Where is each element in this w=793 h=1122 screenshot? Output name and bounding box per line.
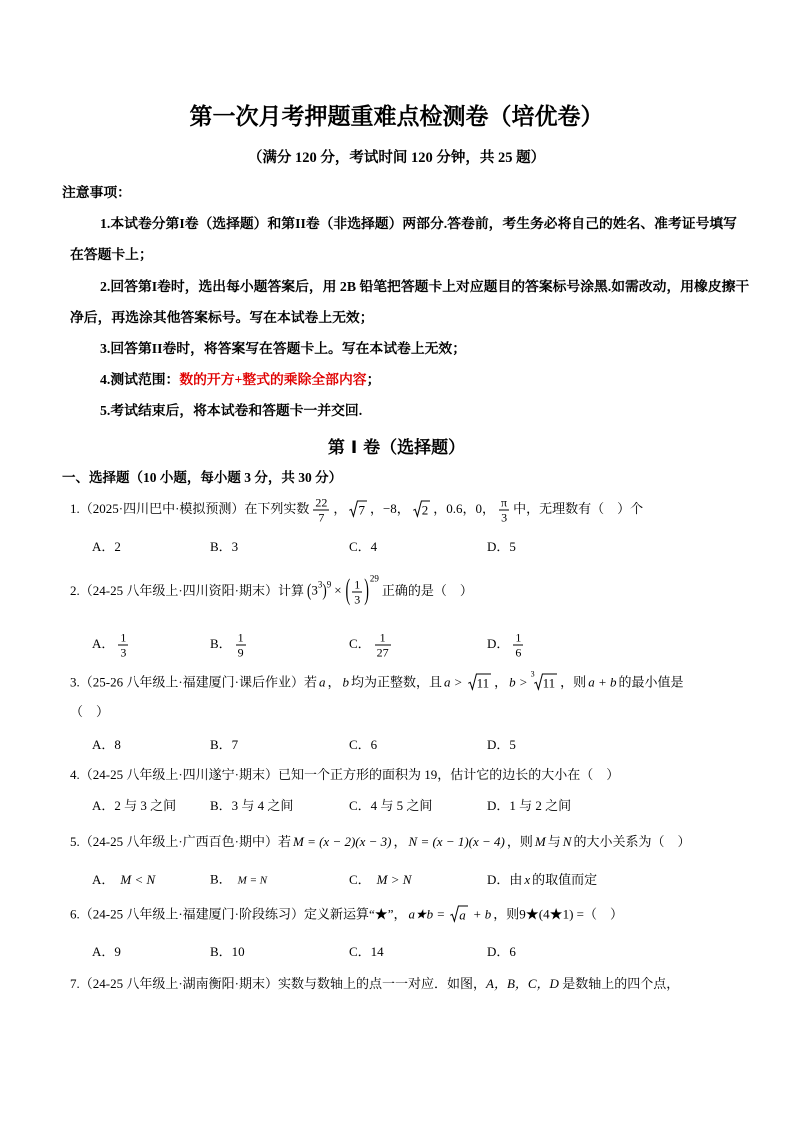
option-math: x xyxy=(524,872,531,887)
option-d xyxy=(487,870,597,890)
question-5-lead: 5.（24-25 八年级上·广西百色·期中）若 xyxy=(70,834,291,849)
page-subtitle: （满分 120 分，考试时间 120 分钟，共 25 题） xyxy=(247,150,546,166)
fraction xyxy=(313,496,329,525)
question-2-lead: 2.（24-25 八年级上·四川资阳·期末）计算 xyxy=(70,582,304,598)
fraction-numerator: 1 xyxy=(120,630,127,645)
option-d xyxy=(487,631,527,660)
question-3-stem xyxy=(70,669,684,693)
question-6-lead: 6.（24-25 八年级上·福建厦门·阶段练习）定义新运算“★”， xyxy=(70,906,407,922)
question-6-stem xyxy=(70,904,623,925)
option-b: B．3 与 4 之间 xyxy=(210,798,294,813)
square-root xyxy=(450,906,468,926)
close-paren: ) xyxy=(322,580,327,601)
separator: ， xyxy=(393,834,407,849)
fraction xyxy=(236,631,246,660)
variable-b: b xyxy=(342,674,350,690)
separator: ， xyxy=(327,674,341,690)
note-3: 3.回答第II卷时，将答案写在答题卡上。写在本试卷上无效； xyxy=(100,341,467,356)
m-definition: M = (x − 2)(x − 3) xyxy=(293,834,392,849)
definition-lhs: a★b = xyxy=(408,906,446,922)
option-d: D．6 xyxy=(487,944,516,959)
fraction xyxy=(352,578,362,607)
option-math: M > N xyxy=(376,872,412,887)
fraction xyxy=(375,631,391,660)
section-title: 第 I 卷（选择题） xyxy=(327,438,466,458)
question-6-text: ，则 xyxy=(493,906,520,922)
variable-n: N xyxy=(562,834,572,849)
option-d: D．5 xyxy=(487,737,516,752)
fraction-denominator: 27 xyxy=(376,645,389,660)
fraction-denominator: 3 xyxy=(501,510,508,525)
inequality-lhs: b > xyxy=(509,674,528,690)
note-1-line-2: 在答题卡上； xyxy=(70,247,153,262)
evaluation-expression: 9★(4★1) = xyxy=(519,906,585,922)
option-b xyxy=(210,870,269,891)
question-2-tail: 正确的是（ ） xyxy=(381,582,473,598)
question-6-tail: （ ） xyxy=(584,906,624,922)
option-label: A． xyxy=(92,635,115,651)
separator: ， xyxy=(333,500,347,516)
question-5-text: 与 xyxy=(547,834,561,849)
fraction-numerator: 1 xyxy=(237,630,244,645)
power-expression xyxy=(307,573,379,607)
sum-expression: a + b xyxy=(588,674,617,690)
separator: ，−8， xyxy=(369,500,410,516)
option-a xyxy=(92,631,132,660)
square-root xyxy=(468,674,492,694)
question-3-answer-blank: （ ） xyxy=(70,704,110,719)
question-7-stem xyxy=(70,974,679,994)
option-label: C． xyxy=(349,635,371,651)
cube-root xyxy=(530,669,558,694)
radicand: 11 xyxy=(476,675,490,691)
square-root xyxy=(413,500,431,520)
fraction xyxy=(499,496,509,525)
option-a: A．2 与 3 之间 xyxy=(92,798,177,813)
option-c: C．4 xyxy=(349,539,378,554)
option-b: B．10 xyxy=(210,944,245,959)
option-label: D．由 xyxy=(487,872,523,887)
question-5-stem xyxy=(70,832,690,852)
radicand: 2 xyxy=(421,502,429,517)
note-2-line-1: 2.回答第I卷时，选出每小题答案后，用 2B 铅笔把答题卡上对应题目的答案标号涂黑.如需改动，用橡皮擦干 xyxy=(100,279,750,294)
option-d: D．5 xyxy=(487,539,516,554)
fraction-numerator: 1 xyxy=(354,577,361,592)
option-a: A．9 xyxy=(92,944,121,959)
inequality-lhs: a > xyxy=(444,674,463,690)
question-4-stem: 4.（24-25 八年级上·四川遂宁·期末）已知一个正方形的面积为 19，估计它的边长的大小在（ ） xyxy=(70,767,620,782)
option-label: D． xyxy=(487,635,510,651)
fraction-exponent: 29 xyxy=(369,573,379,584)
outer-exponent: 9 xyxy=(326,579,332,590)
note-2-line-2: 净后，再选涂其他答案标号。写在本试卷上无效； xyxy=(70,310,374,325)
option-c xyxy=(349,870,413,890)
page-title: 第一次月考押题重难点检测卷（培优卷） xyxy=(189,104,604,130)
question-3-text: ，则 xyxy=(560,674,587,690)
option-a: A．8 xyxy=(92,737,121,752)
radicand: 7 xyxy=(358,502,365,517)
note-4-test-scope: 数的开方+整式的乘除全部内容 xyxy=(179,372,367,387)
inner-exponent: 3 xyxy=(317,579,323,590)
fraction-denominator: 3 xyxy=(354,592,361,607)
option-math: M = N xyxy=(237,874,268,887)
question-3-tail: 的最小值是 xyxy=(618,674,684,690)
base: 3 xyxy=(311,582,318,598)
fraction xyxy=(513,631,523,660)
fraction xyxy=(118,631,128,660)
fraction-denominator: 6 xyxy=(515,645,522,660)
radicand: a xyxy=(459,907,466,923)
option-label: B． xyxy=(210,635,232,651)
option-c xyxy=(349,631,395,660)
option-label: A． xyxy=(92,872,115,887)
note-4-suffix: ； xyxy=(366,372,381,387)
times-sign: × xyxy=(334,582,342,598)
variable-a: a xyxy=(319,674,326,690)
fraction-numerator: 1 xyxy=(375,631,391,646)
option-d: D．1 与 2 之间 xyxy=(487,798,572,813)
radicand: 11 xyxy=(542,675,556,691)
separator: ， xyxy=(494,674,508,690)
fraction-numerator: 1 xyxy=(515,630,522,645)
open-paren: ( xyxy=(307,580,312,601)
part-title: 一、选择题（10 小题，每小题 3 分，共 30 分） xyxy=(62,470,343,485)
question-1-lead: 1.（2025·四川巴中·模拟预测）在下列实数 xyxy=(70,500,310,516)
point-labels: A，B，C，D xyxy=(486,976,559,991)
question-1-stem xyxy=(70,496,643,525)
option-c: C．4 与 5 之间 xyxy=(349,798,433,813)
fraction-denominator: 3 xyxy=(120,645,127,660)
question-5-tail: 的大小关系为（ ） xyxy=(573,834,691,849)
option-b: B．3 xyxy=(210,539,239,554)
option-label: B． xyxy=(210,871,232,887)
option-label: C． xyxy=(349,872,371,887)
option-math: M < N xyxy=(120,872,156,887)
option-c: C．6 xyxy=(349,737,378,752)
big-open-paren: ( xyxy=(345,575,351,607)
fraction-numerator: 22 xyxy=(315,495,328,510)
n-definition: N = (x − 1)(x − 4) xyxy=(408,834,505,849)
root-index: 3 xyxy=(530,669,535,679)
variable-m: M xyxy=(534,834,546,849)
option-c: C．14 xyxy=(349,944,384,959)
option-a: A．2 xyxy=(92,539,121,554)
option-b xyxy=(210,631,250,660)
definition-rhs: + b xyxy=(472,906,492,922)
note-4 xyxy=(100,370,380,390)
note-5: 5.考试结束后，将本试卷和答题卡一并交回. xyxy=(100,403,363,418)
option-tail: 的取值而定 xyxy=(532,872,598,887)
fraction-denominator: 9 xyxy=(237,645,244,660)
separator: ，0.6，0， xyxy=(433,500,496,516)
option-a xyxy=(92,870,157,890)
note-1-line-1: 1.本试卷分第I卷（选择题）和第II卷（非选择题）两部分.答卷前，考生务必将自己的姓名、准考证号填写 xyxy=(100,216,737,231)
question-5-text: ，则 xyxy=(506,834,533,849)
note-4-prefix: 4.测试范围： xyxy=(100,372,180,387)
notes-heading: 注意事项： xyxy=(62,185,131,200)
square-root xyxy=(349,500,367,520)
question-7-lead: 7.（24-25 八年级上·湖南衡阳·期末）实数与数轴上的点一一对应．如图， xyxy=(70,976,486,991)
question-2-stem xyxy=(70,573,473,607)
option-b: B．7 xyxy=(210,737,239,752)
question-3-lead: 3.（25-26 八年级上·福建厦门·课后作业）若 xyxy=(70,674,317,690)
question-1-tail: 中，无理数有（ ）个 xyxy=(513,500,644,516)
fraction-numerator: π xyxy=(501,495,508,510)
big-close-paren: ) xyxy=(364,575,369,607)
fraction-denominator: 7 xyxy=(318,510,325,525)
question-7-tail: 是数轴上的四个点， xyxy=(558,976,680,991)
question-3-text: 均为正整数，且 xyxy=(351,674,443,690)
